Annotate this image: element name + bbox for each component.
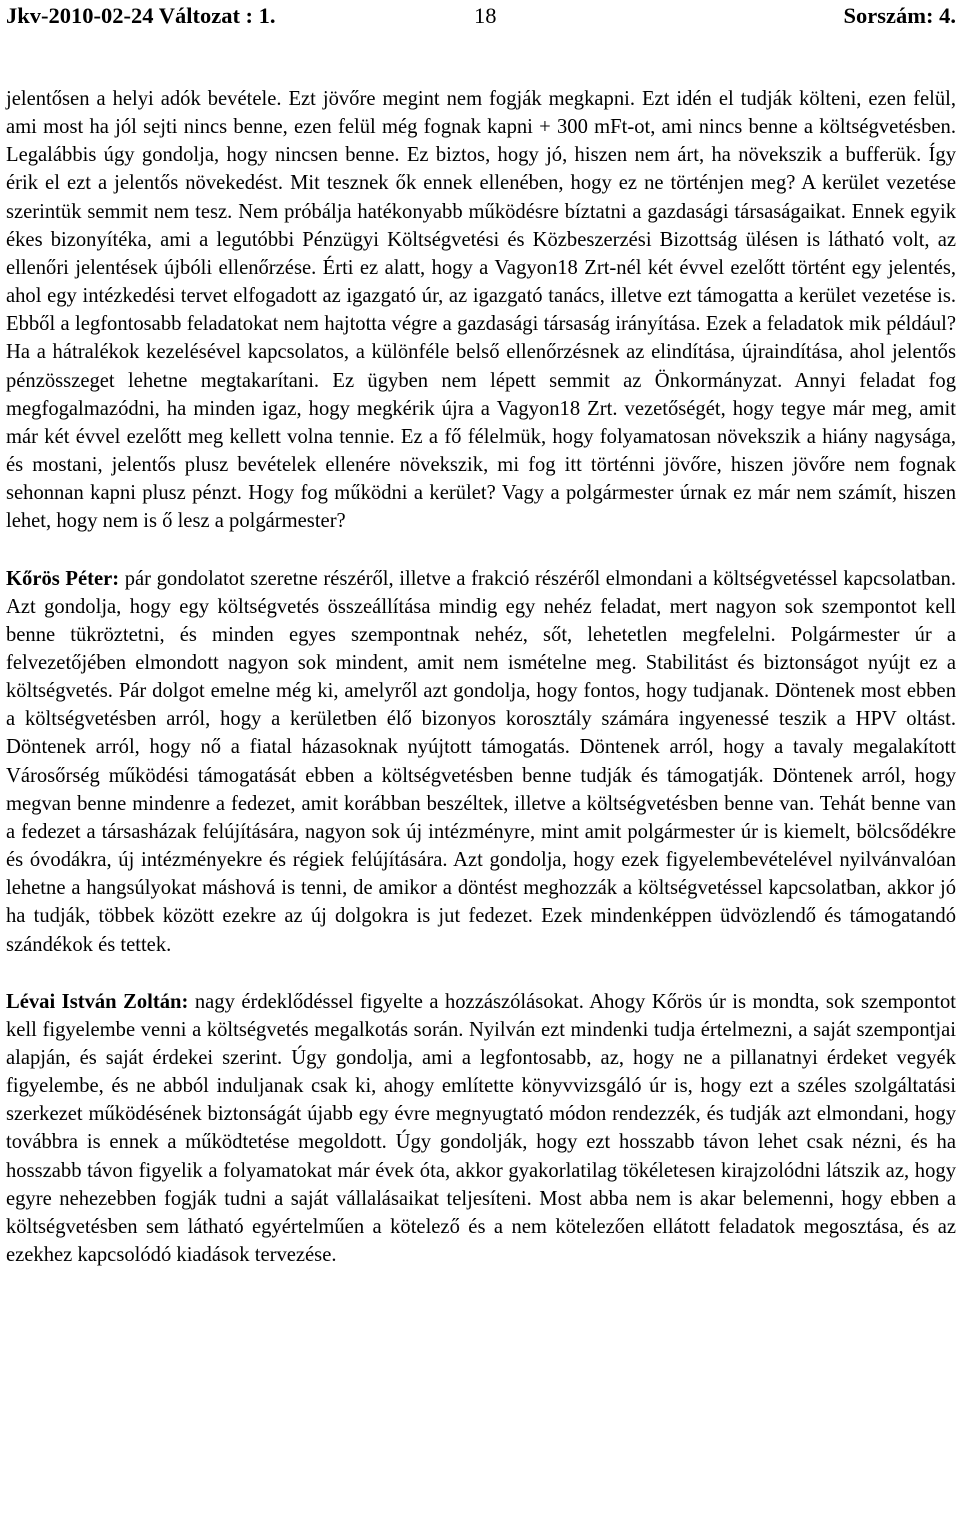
paragraph-levai-istvan-zoltan (6, 988, 956, 1270)
paragraph-koros-peter (6, 565, 956, 959)
paragraph-text: nagy érdeklődéssel figyelte a hozzászólásokat. Ahogy Kőrös úr is mondta, sok szempontot kell figyelembe venni a költségvetés megalkotás során. Nyilván ezt mindenki tudja értelmezni, a saját szempontjai alapján, és saját érdekei szerint. Úgy gondolja, ami a legfontosabb, az, hogy ne a pillanatnyi érdeket vegyék figyelembe, és ne abból induljanak csak ki, ahogy említette könyvvizsgáló úr is, hogy ezt a széles szolgáltatási szerkezet működésének biztonságát újabb egy évre megnyugtató módon rendezzék, és tudják azt elmondani, hogy továbbra is ennek a működtetése megoldott. Úgy gondolják, hogy ezt hosszabb távon lehet csak nézni, és ha hosszabb távon figyelik a folyamatokat már évek óta, akkor gyakorlatilag tökéletesen kirajzolódni látszik az, hogy egyre nehezebben fogják tudni a saját vállalásaikat teljesíteni. Most abba nem is akar belemenni, hogy ebben a költségvetésben sem látható egyértelműen a kötelező és a nem kötelezően ellátott feladatok megosztása, és az ezekhez kapcsolódó kiadások tervezése. (6, 990, 956, 1267)
speaker-name: Lévai István Zoltán: (6, 990, 189, 1013)
page-header (6, 0, 956, 44)
page-number: 18 (474, 3, 497, 28)
paragraph-text: pár gondolatot szeretne részéről, illetve a frakció részéről elmondani a költségvetéssel kapcsolatban. Azt gondolja, hogy egy költségvetés összeállítása mindig egy nehéz feladat, mert nagyon sok szempontot kell benne tükröztetni, és minden egyes szempontnak nehéz, sőt, lehetetlen megfelelni. Polgármester úr a felvezetőjében elmondott nagyon sok mindent, amit nem ismételne meg. Stabilitást és biztonságot nyújt ez a költségvetés. Pár dolgot emelne még ki, amelyről azt gondolja, hogy fontos, hogy tudjanak. Döntenek most ebben a költségvetésben arról, hogy a kerületben élő bizonyos korosztály számára ingyenessé teszik a HPV oltást. Döntenek arról, hogy nő a fiatal házasoknak nyújtott támogatás. Döntenek arról, hogy a tavaly megalakított Városőrség működési támogatását ebben a költségvetésben benne tudják és támogatják. Döntenek arról, hogy megvan benne mindenre a fedezet, amit korábban beszéltek, illetve a költségvetésben benne van. Tehát benne van a fedezet a társasházak felújítására, nagyon sok új intézményre, mint amit polgármester úr is kiemelt, bölcsődékre és óvodákra, új intézményekre és régiek felújítására. Azt gondolja, hogy ezek figyelembevételével nyilvánvalóan lehetne a hangsúlyokat máshová is tenni, de amikor a döntést meghozzák a költségvetéssel kapcsolatban, akkor jó ha tudják, többek között ezekre az új dolgokra is jut fedezet. Ezek mindenképpen üdvözlendő és támogatandó szándékok és tettek. (6, 567, 956, 956)
document-page (6, 0, 956, 1269)
paragraph-text: jelentősen a helyi adók bevétele. Ezt jövőre megint nem fogják megkapni. Ezt idén el tudják költeni, ezen felül, ami most ha jól sejti nincs benne, ezen felül még fognak kapni + 300 mFt-ot, ami nincs benne a költségvetésben. Legalábbis úgy gondolja, hogy nincsen benne. Ez biztos, hogy jó, hiszen nem árt, ha növekszik a bufferük. Így érik el ezt a jelentős növekedést. Mit tesznek ők ennek ellenében, hogy ez ne történjen meg? A kerület vezetése szerintük semmit nem tesz. Nem próbálja hatékonyabb működésre bíztatni a gazdasági társaságaikat. Ennek egyik ékes bizonyítéka, ami a legutóbbi Pénzügyi Költségvetési és Közbeszerzési Bizottság ülésen is látható volt, az ellenőri jelentések újbóli ellenőrzése. Érti ez alatt, hogy a Vagyon18 Zrt-nél két évvel ezelőtt történt egy jelentés, ahol egy intézkedési tervet elfogadott az igazgató úr, az igazgató tanács, illetve ezt támogatta a kerület vezetése is. Ebből a legfontosabb feladatokat nem hajtotta végre a gazdasági társaság irányítása. Ezek a feladatok mik például? Ha a hátralékok kezelésével kapcsolatos, a különféle belső ellenőrzésnek az elindítása, újraindítása, ahol jelentős pénzösszeget lehetne megtakarítani. Ez ügyben nem lépett semmit az Önkormányzat. Annyi feladat fog megfogalmazódni, ha minden igaz, hogy megkérik újra a Vagyon18 Zrt. vezetőségét, hogy tegye már meg, amit már két évvel ezelőtt meg kellett volna tennie. Ez a fő félelmük, hogy folyamatosan növekszik a hiány nagysága, és mostani, jelentős plusz bevételek ellenére növekszik, mi fog itt történni jövőre, hiszen jövőre nem fognak sehonnan kapni plusz pénzt. Hogy fog működni a kerület? Vagy a polgármester úrnak ez már nem számít, hiszen lehet, hogy nem is ő lesz a polgármester? (6, 88, 956, 533)
paragraph-continuation (6, 85, 956, 536)
speaker-name: Kőrös Péter: (6, 567, 120, 590)
document-version: Jkv-2010-02-24 Változat : 1. (6, 3, 276, 28)
serial-number: Sorszám: 4. (843, 3, 956, 28)
